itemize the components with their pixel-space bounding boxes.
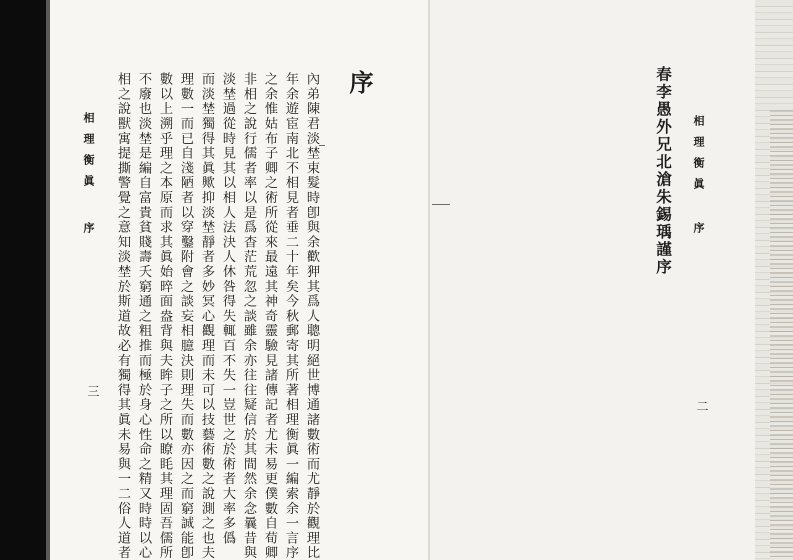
page-number: 二 xyxy=(695,400,709,412)
text-column: 相之說獸寓提撕警覺之意知淡埜於斯道故必有獨得其眞未易與一二俗人道者 xyxy=(115,72,130,560)
text-column: 而淡埜獨得其眞歟抑淡埜靜者多妙冥心觀理而未可以技藝術數之說測之也夫 xyxy=(199,72,214,560)
page-number: 三 xyxy=(86,385,100,397)
right-page xyxy=(430,0,793,560)
text-column: 年余遊宦南北不相見者垂二十年矣今秋郵寄其所著相理衡眞一編索余一言序 xyxy=(283,72,298,560)
text-column: 非相之說行儒者率以是爲杳茫荒忽之談雖余亦往往疑信於其間然余念曩昔與 xyxy=(241,72,256,560)
text-column: 之余惟姑布子卿之術所從來最遠其神奇靈驗見諸傳記者尤未易更僕數自荀卿 xyxy=(262,72,277,560)
text-column: 淡埜過從時見其以相人法決人休咎得失輒百不失一豈世之於術者大率多僞 xyxy=(220,72,235,546)
preface-title: 序 xyxy=(345,70,374,96)
running-head: 相理衡眞 xyxy=(82,112,95,196)
scan-speck xyxy=(432,204,450,205)
text-column: 理數一而已自淺陋者以穿鑿附會之談妄相臆決則理失而數亦因之而窮誠能卽 xyxy=(178,72,193,560)
running-head-section: 序 xyxy=(82,222,95,243)
text-column: 不廢也淡埜是編自富貴貧賤壽夭窮通之粗推而極於身心性命之精又時時以心 xyxy=(136,72,151,560)
scan-speck xyxy=(319,145,325,146)
book-spine-shadow xyxy=(0,0,46,560)
preface-signature: 春李愚外兄北滄朱錫瑀謹序 xyxy=(654,66,673,276)
running-head: 相理衡眞 xyxy=(692,115,705,199)
running-head-section: 序 xyxy=(692,222,705,243)
scanned-page-edge-detail xyxy=(770,110,793,560)
text-column: 內弟陳君淡埜束髮時卽與余歡狎其爲人聰明絕世博通諸數術而尤靜於觀理比 xyxy=(304,72,319,560)
text-column: 數以上溯乎理之本原而求其眞始晬面盎背與夫眸子之所以瞭眊其理固吾儒所 xyxy=(157,72,172,560)
